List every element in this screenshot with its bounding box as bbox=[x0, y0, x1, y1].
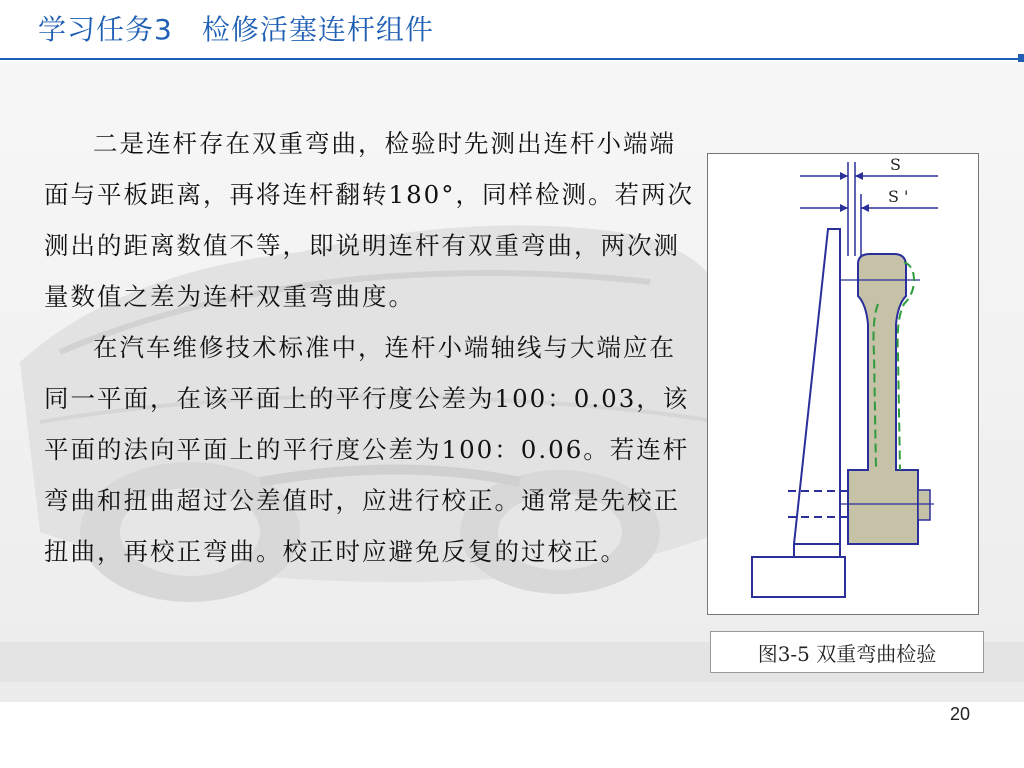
dimension-label-s: S bbox=[890, 155, 901, 174]
double-bend-diagram bbox=[707, 153, 979, 615]
figure-caption: 图3-5 双重弯曲检验 bbox=[710, 631, 984, 673]
paragraph-tolerance-standard: 在汽车维修技术标准中，连杆小端轴线与大端应在同一平面，在该平面上的平行度公差为100：0.03，该平面的法向平面上的平行度公差为100：0.06。若连杆弯曲和扭曲超过公差值时，应进行校正。通常是先校正扭曲，再校正弯曲。校正时应避免反复的过校正。 bbox=[44, 333, 690, 566]
dimension-label-s-prime: S ' bbox=[888, 187, 909, 206]
paragraph-double-bend-check: 二是连杆存在双重弯曲，检验时先测出连杆小端端面与平板距离，再将连杆翻转180°，同样检测。若两次测出的距离数值不等，即说明连杆有双重弯曲，两次测量数值之差为连杆双重弯曲度。 bbox=[44, 129, 695, 311]
page-number: 20 bbox=[949, 704, 970, 724]
body-text bbox=[44, 118, 694, 577]
slide-title: 学习任务3 检修活塞连杆组件 bbox=[38, 13, 434, 46]
connecting-rod-diagram bbox=[708, 154, 978, 614]
title-divider bbox=[0, 58, 1024, 60]
